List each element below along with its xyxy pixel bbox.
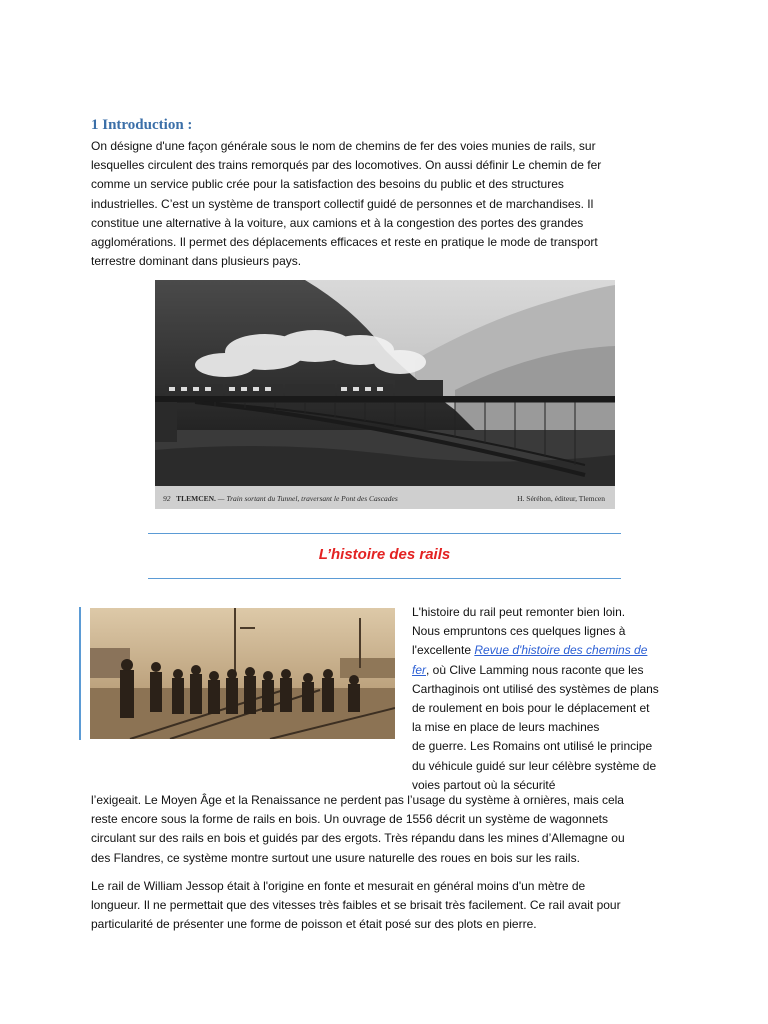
history-paragraph	[91, 791, 651, 868]
intro-line: comme un service public crée pour la satisfaction des besoins du public et des structures	[91, 177, 564, 192]
section-heading: 1 Introduction :	[91, 117, 193, 133]
history-line: l’exigeait. Le Moyen Âge et la Renaissance ne perdent pas l’usage du système à ornières, mais cela	[91, 793, 624, 807]
bridge-train-photo	[155, 280, 615, 509]
caption-text: — Train sortant du Tunnel, traversant le Pont des Cascades	[217, 494, 398, 503]
divider-bottom	[148, 578, 621, 579]
history-line: Nous empruntons ces quelques lignes à	[412, 624, 626, 639]
revue-histoire-link-cont[interactable]: fer	[412, 662, 427, 677]
intro-line: agglomérations. Il permet des déplacements efficaces et reste en pratique le mode de transport	[91, 235, 598, 250]
history-title: L’histoire des rails	[318, 546, 451, 563]
caption-number: 92	[163, 494, 171, 503]
history-line: du véhicule guidé sur leur célèbre système de	[412, 758, 657, 773]
history-line: Carthaginois ont utilisé des systèmes de plans	[412, 681, 659, 696]
intro-line: terrestre dominant dans plusieurs pays.	[91, 254, 302, 269]
jessop-line: Le rail de William Jessop était à l'origine en fonte et mesurait en général moins d'un mètre de	[91, 879, 586, 893]
history-line-with-link	[412, 641, 659, 660]
jessop-line: particularité de présenter une forme de poisson et était posé sur des plots en pierre.	[91, 917, 537, 932]
history-line: reste encore sous la forme de rails en bois. Un ouvrage de 1556 décrit un système de wagonnets	[91, 812, 608, 827]
history-line: de guerre. Les Romains ont utilisé le principe	[412, 739, 653, 754]
history-line: circulant sur des rails en bois et guidés par des ergots. Très répandu dans les mines d’Allemagne ou	[91, 831, 625, 846]
quote-bar	[79, 607, 81, 740]
revue-histoire-link[interactable]: Revue d'histoire des chemins de	[474, 643, 648, 658]
history-line-with-link	[412, 661, 659, 680]
history-line: voies partout où la sécurité	[412, 777, 556, 792]
caption-city: TLEMCEN.	[176, 494, 216, 503]
intro-line: constitue une alternative à la voiture, aux camions et à la congestion des portes des grandes	[91, 215, 584, 230]
bridge-illustration	[155, 280, 615, 509]
jessop-paragraph	[91, 877, 651, 935]
workers-illustration	[90, 608, 395, 739]
jessop-line: longueur. Il ne permettait que des vitesses très faibles et se brisait très facilement. Ce rail avait pour	[91, 898, 621, 913]
intro-line: industrielles. C’est un système de transport collectif guidé de personnes et de marchandises. Il	[91, 196, 594, 211]
rail-workers-photo	[90, 608, 395, 739]
history-line-prefix: l'excellente	[412, 643, 475, 658]
history-line: L'histoire du rail peut remonter bien loin.	[412, 605, 626, 619]
photo-caption	[163, 494, 398, 503]
caption-publisher: H. Séréhon, éditeur, Tlemcen	[517, 494, 605, 503]
history-wrap-text	[412, 603, 659, 795]
history-line-suffix: , où Clive Lamming nous raconte que les	[426, 662, 644, 677]
divider-top	[148, 533, 621, 534]
intro-paragraph	[91, 137, 651, 271]
intro-line: On désigne d'une façon générale sous le nom de chemins de fer des voies munies de rails, sur	[91, 139, 596, 153]
history-line: des Flandres, ce système montre surtout une usure naturelle des roues en bois sur les rails.	[91, 850, 580, 865]
intro-line: lesquelles circulent des trains remorqués par des locomotives. On aussi définir Le chemin de fer	[91, 158, 602, 173]
history-line: de roulement en bois pour le déplacement et	[412, 701, 650, 716]
history-line: la mise en place de leurs machines	[412, 720, 600, 735]
